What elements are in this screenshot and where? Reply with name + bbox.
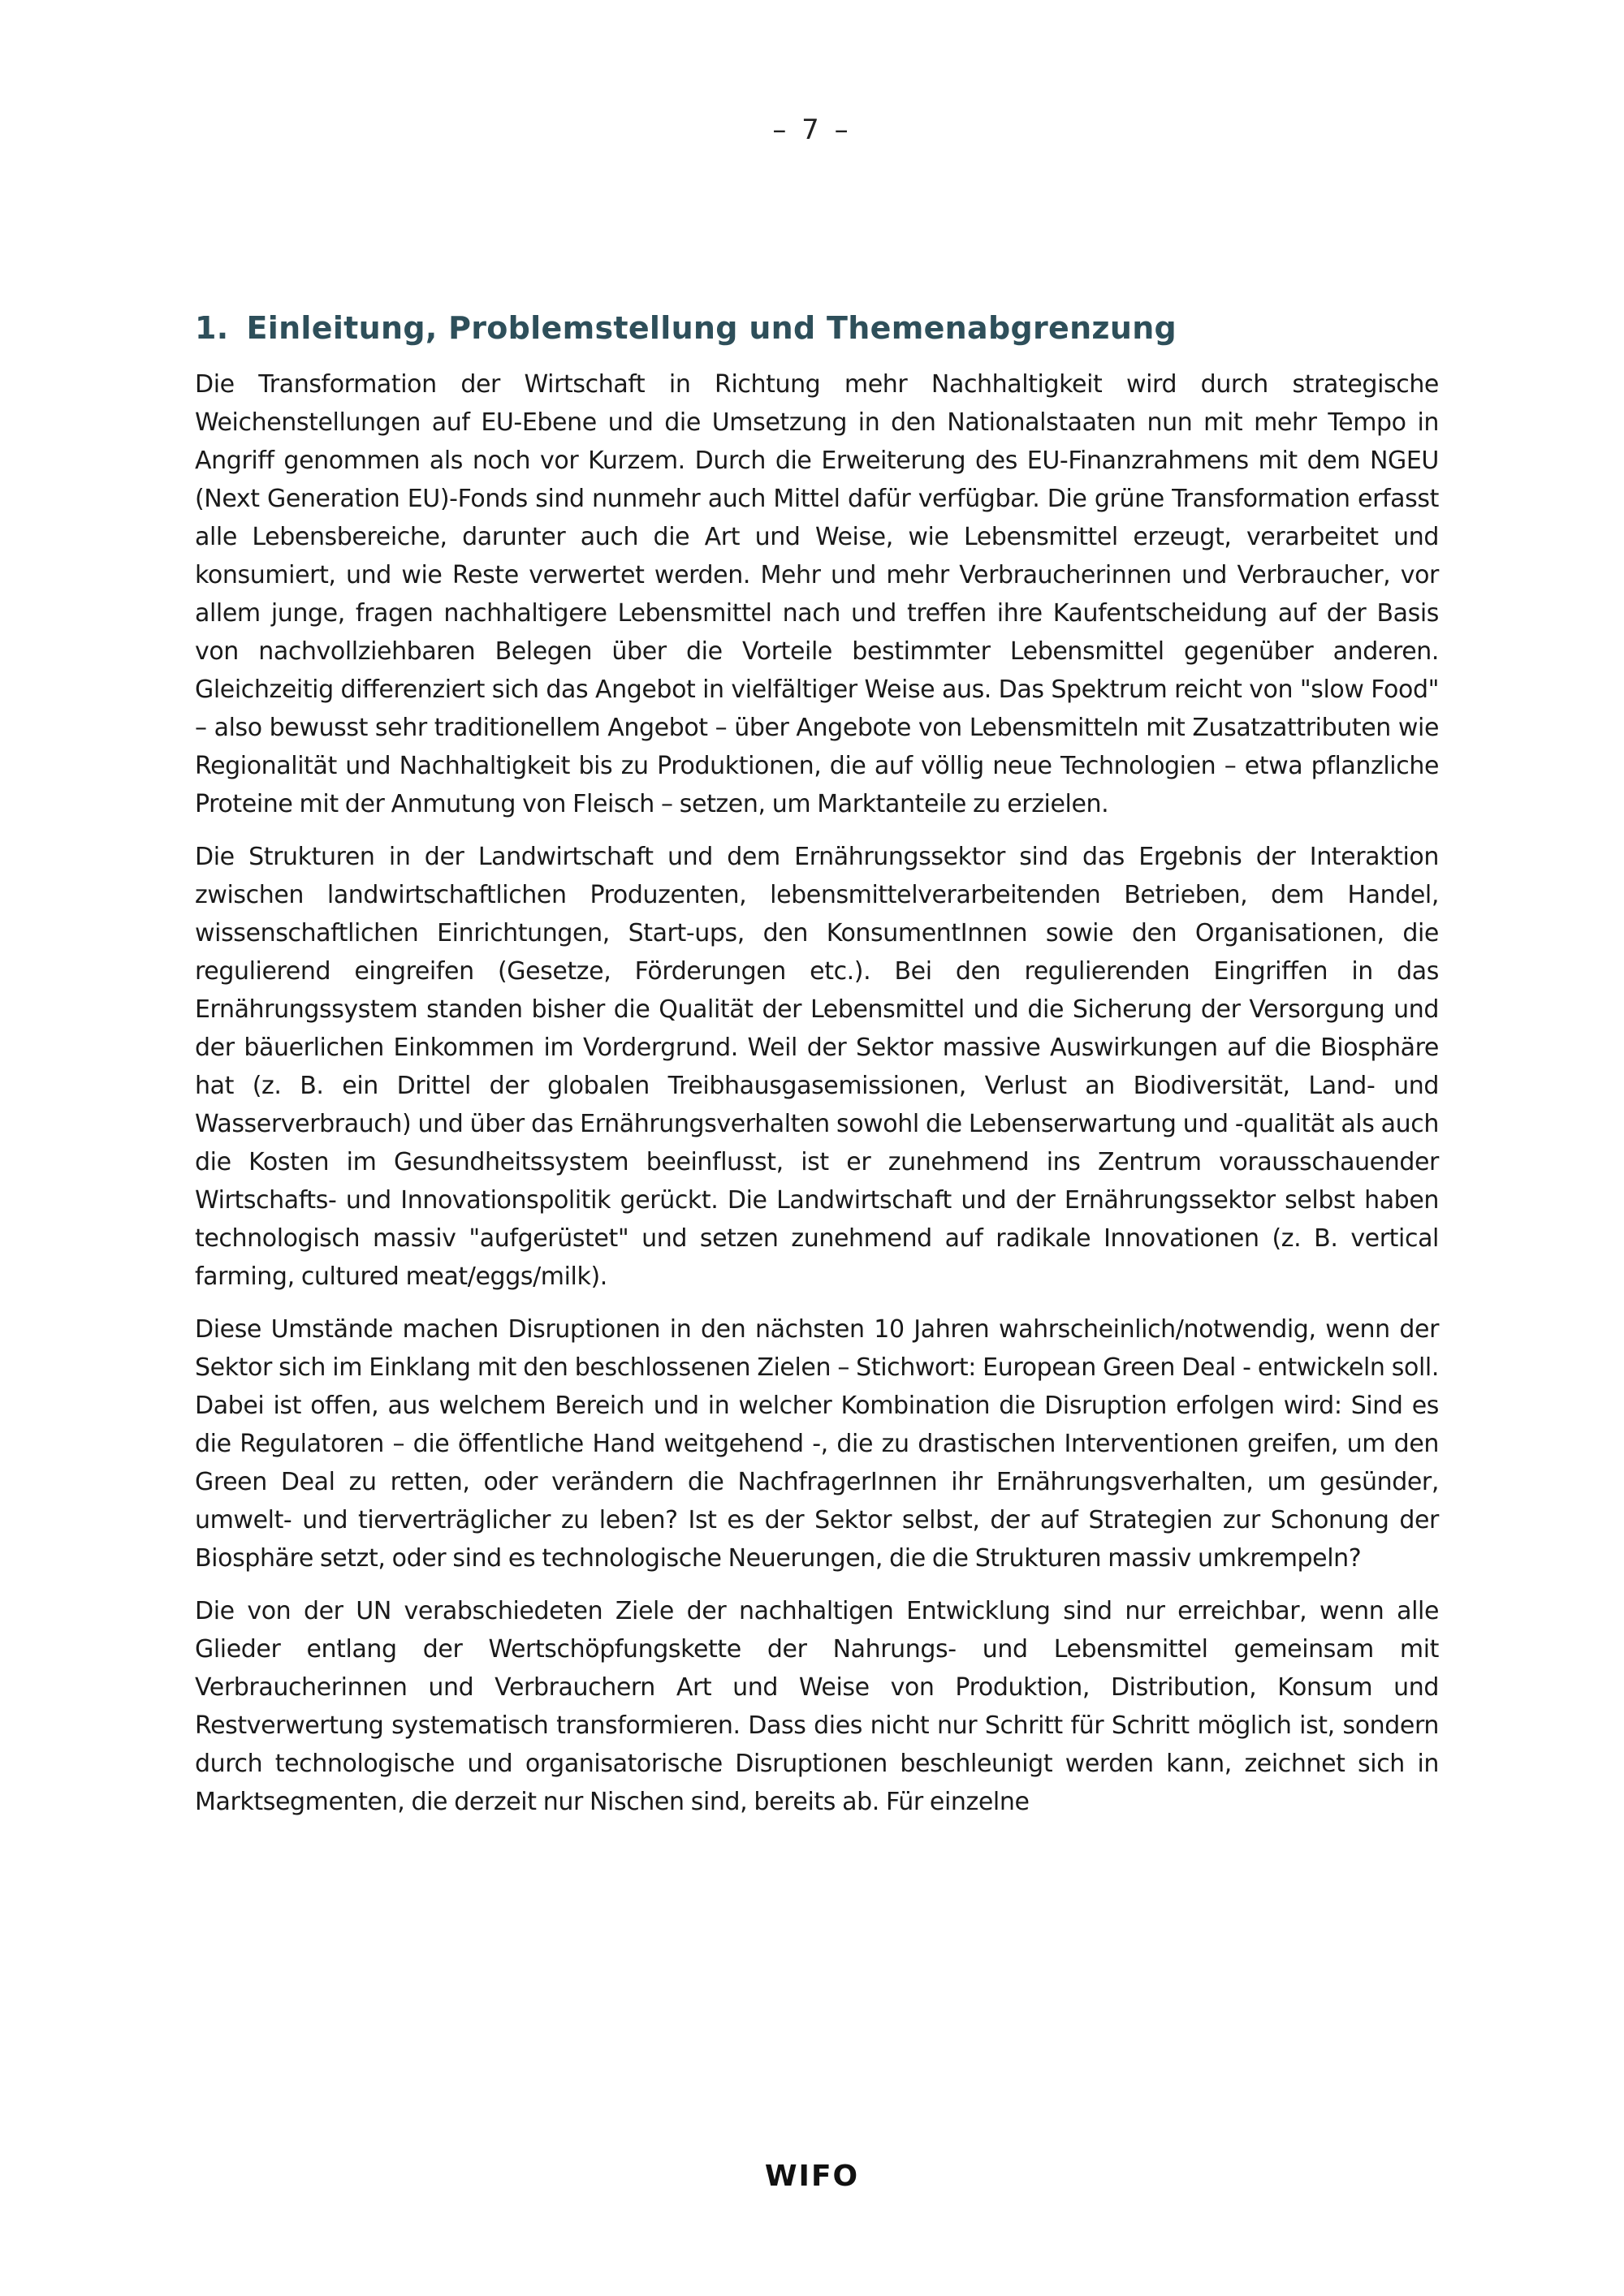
paragraph: Diese Umstände machen Disruptionen in den nächsten 10 Jahren wahrscheinlich/notwendig, wenn der Sektor sich im Einklang mit den beschlossenen Zielen – Stichwort: European Green Deal - entwickeln soll. Dabei ist offen, aus welchem Bereich und in welcher Kombination die Disruption erfolgen wird: Sind es die Regulatoren – die öffentliche Hand weitgehend -, die zu drastischen Interventionen greifen, um den Green Deal zu retten, oder verändern die NachfragerInnen ihr Ernährungsverhalten, um gesünder, umwelt- und tierverträglicher zu leben? Ist es der Sektor selbst, der auf Strategien zur Schonung der Biosphäre setzt, oder sind es technologische Neuerungen, die die Strukturen massiv umkrempeln? — [195, 1315, 1439, 1573]
paragraph: Die Transformation der Wirtschaft in Richtung mehr Nachhaltigkeit wird durch strategische Weichenstellungen auf EU-Ebene und die Umsetzung in den Nationalstaaten nun mit mehr Tempo in Angriff genommen als noch vor Kurzem. Durch die Erweiterung des EU-Finanzrahmens mit dem NGEU (Next Generation EU)-Fonds sind nunmehr auch Mittel dafür verfügbar. Die grüne Transformation erfasst alle Lebensbereiche, darunter auch die Art und Weise, wie Lebensmittel erzeugt, verarbeitet und konsumiert, und wie Reste verwertet werden. Mehr und mehr Verbraucherinnen und Verbraucher, vor allem junge, fragen nachhaltigere Lebensmittel nach und treffen ihre Kaufentscheidung auf der Basis von nachvollziehbaren Belegen über die Vorteile bestimmter Lebensmittel gegenüber anderen. Gleichzeitig differenziert sich das Angebot in vielfältiger Weise aus. Das Spektrum reicht von "slow Food" – also bewusst sehr traditionellem Angebot – über Angebote von Lebensmitteln mit Zusatzattributen wie Regionalität und Nachhaltigkeit bis zu Produktionen, die auf völlig neue Technologien – etwa pflanzliche Proteine mit der Anmutung von Fleisch – setzen, um Marktanteile zu erzielen. — [195, 370, 1439, 818]
section-title: Einleitung, Problemstellung und Themenabgrenzung — [246, 310, 1177, 346]
paragraph: Die von der UN verabschiedeten Ziele der nachhaltigen Entwicklung sind nur erreichbar, wenn alle Glieder entlang der Wertschöpfungskette der Nahrungs- und Lebensmittel gemeinsam mit Verbraucherinnen und Verbrauchern Art und Weise von Produktion, Distribution, Konsum und Restverwertung systematisch transformieren. Dass dies nicht nur Schritt für Schritt möglich ist, sondern durch technologische und organisatorische Disruptionen beschleunigt werden kann, zeichnet sich in Marktsegmenten, die derzeit nur Nischen sind, bereits ab. Für einzelne — [195, 1597, 1439, 1816]
page-number: – 7 – — [772, 114, 852, 146]
page-content — [195, 310, 1439, 1836]
paragraph: Die Strukturen in der Landwirtschaft und dem Ernährungssektor sind das Ergebnis der Interaktion zwischen landwirtschaftlichen Produzenten, lebensmittelverarbeitenden Betrieben, dem Handel, wissenschaftlichen Einrichtungen, Start-ups, den KonsumentInnen sowie den Organisationen, die regulierend eingreifen (Gesetze, Förderungen etc.). Bei den regulierenden Eingriffen in das Ernährungssystem standen bisher die Qualität der Lebensmittel und die Sicherung der Versorgung und der bäuerlichen Einkommen im Vordergrund. Weil der Sektor massive Auswirkungen auf die Biosphäre hat (z. B. ein Drittel der globalen Treibhausgasemissionen, Verlust an Biodiversität, Land- und Wasserverbrauch) und über das Ernährungsverhalten sowohl die Lebenserwartung und -qualität als auch die Kosten im Gesundheitssystem beeinflusst, ist er zunehmend ins Zentrum vorausschauender Wirtschafts- und Innovationspolitik gerückt. Die Landwirtschaft und der Ernährungssektor selbst haben technologisch massiv "aufgerüstet" und setzen zunehmend auf radikale Innovationen (z. B. vertical farming, cultured meat/eggs/milk). — [195, 843, 1439, 1291]
section-number: 1. — [195, 310, 229, 346]
section-heading — [195, 310, 1439, 346]
wifo-logo: WIFO — [764, 2160, 860, 2193]
